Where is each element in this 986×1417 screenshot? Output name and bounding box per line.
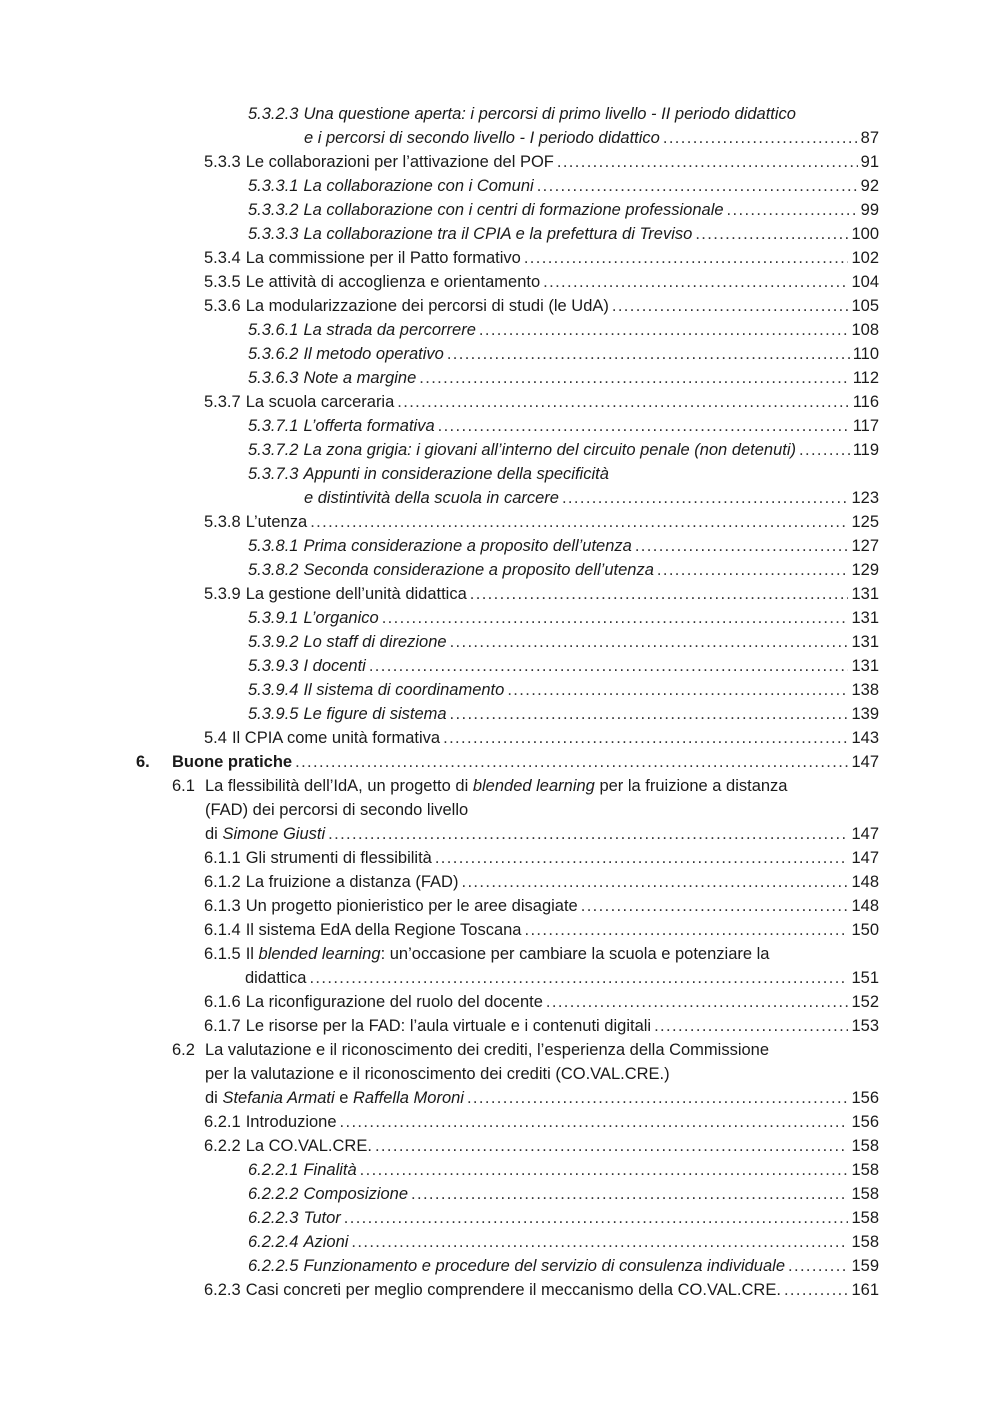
toc-entry-6-2-2-5 (248, 1254, 879, 1278)
toc-page: 112 (852, 369, 879, 387)
toc-entry-6-1-5 (204, 942, 879, 966)
toc-entry-5-3-7 (204, 390, 879, 414)
toc-number: 5.3.8 (204, 513, 241, 531)
toc-title: Appunti in considerazione della specificità (303, 465, 609, 483)
toc-page: 158 (851, 1233, 879, 1251)
toc-number: 6.1.3 (204, 897, 241, 915)
toc-entry-5-3-3 (204, 150, 879, 174)
toc-entry-6-2-2-3 (248, 1206, 879, 1230)
toc-page: 104 (851, 273, 879, 291)
toc-entry-6-1-6 (204, 990, 879, 1014)
dot-leader (581, 894, 849, 918)
toc-number: 6.2.2.4 (248, 1233, 299, 1251)
dot-leader (397, 390, 849, 414)
toc-number: 5.3.8.1 (248, 537, 299, 555)
toc-entry-6-2-2-4 (248, 1230, 879, 1254)
toc-number: 5.3.9.4 (248, 681, 299, 699)
toc-title: L’organico (303, 609, 379, 627)
dot-leader (537, 174, 858, 198)
toc-number: 6.1.6 (204, 993, 241, 1011)
toc-entry-5-3-7-3 (248, 462, 879, 486)
toc-title: Lo staff di direzione (303, 633, 447, 651)
toc-title-part: Il (245, 945, 259, 963)
toc-number: 5.3.9 (204, 585, 241, 603)
toc-title: La riconfigurazione del ruolo del docente (245, 993, 543, 1011)
toc-page: 87 (860, 129, 879, 147)
dot-leader (411, 1182, 848, 1206)
toc-entry-5-3-7-2 (248, 438, 879, 462)
dot-leader (467, 1086, 849, 1110)
toc-title: La valutazione e il riconoscimento dei crediti, l’esperienza della Commissione (205, 1041, 770, 1059)
toc-page: 91 (860, 153, 879, 171)
toc-by: di (205, 825, 223, 843)
toc-page: 148 (851, 897, 879, 915)
toc-number: 6.2.2 (204, 1137, 241, 1155)
toc-title: La zona grigia: i giovani all’interno del circuito penale (non detenuti) (303, 441, 797, 459)
dot-leader (461, 870, 848, 894)
toc-title: Tutor (303, 1209, 341, 1227)
toc-entry-5-3-2-3 (248, 102, 879, 126)
toc-page: 119 (852, 441, 879, 459)
toc-title (205, 774, 787, 798)
toc-entry-5-4 (204, 726, 879, 750)
toc-title: Le collaborazioni per l’attivazione del POF (245, 153, 554, 171)
toc-entry-6-2-2-1 (248, 1158, 879, 1182)
toc-title: La fruizione a distanza (FAD) (245, 873, 459, 891)
toc-title: Finalità (303, 1161, 357, 1179)
dot-leader (695, 222, 848, 246)
toc-page: 147 (851, 849, 879, 867)
toc-entry-6-2-1 (204, 1110, 879, 1134)
toc-page: 159 (851, 1257, 879, 1275)
toc-entry-6-2-3 (204, 1278, 879, 1302)
toc-page: 92 (860, 177, 879, 195)
toc-entry-5-3-6-3 (248, 366, 879, 390)
dot-leader (479, 318, 849, 342)
toc-number: 6.2.2.5 (248, 1257, 299, 1275)
dot-leader (470, 582, 849, 606)
toc-title-continuation: didattica (245, 969, 307, 987)
toc-number: 5.4 (204, 729, 227, 747)
toc-page: 100 (851, 225, 879, 243)
dot-leader (727, 198, 858, 222)
toc-number: 6.2.2.1 (248, 1161, 299, 1179)
toc-title: Un progetto pionieristico per le aree disagiate (245, 897, 578, 915)
dot-leader (360, 1158, 849, 1182)
dot-leader (788, 1254, 848, 1278)
toc-author-line (205, 1086, 464, 1110)
dot-leader (557, 150, 858, 174)
toc-entry-6-1-3 (204, 894, 879, 918)
toc-number: 5.3.7 (204, 393, 241, 411)
toc-page: 99 (860, 201, 879, 219)
toc-page: 117 (852, 417, 879, 435)
toc-page: 158 (851, 1185, 879, 1203)
toc-entry-5-3-9-3 (248, 654, 879, 678)
toc-page: 152 (851, 993, 879, 1011)
toc-entry-6-1-line2 (205, 798, 879, 822)
toc-page: 127 (851, 537, 879, 555)
toc-author: Stefania Armati (222, 1089, 335, 1107)
toc-number: 6. (136, 753, 150, 771)
toc-title: La scuola carceraria (245, 393, 395, 411)
toc-number: 5.3.6.2 (248, 345, 299, 363)
toc-title-continuation: (FAD) dei percorsi di secondo livello (205, 801, 469, 819)
toc-number: 6.1.1 (204, 849, 241, 867)
toc-number: 5.3.3.2 (248, 201, 299, 219)
toc-page: 151 (851, 969, 879, 987)
toc-entry-5-3-3-1 (248, 174, 879, 198)
toc-title: La gestione dell’unità didattica (245, 585, 467, 603)
toc-entry-5-3-7-1 (248, 414, 879, 438)
toc-entry-5-3-3-3 (248, 222, 879, 246)
toc-page: 125 (851, 513, 879, 531)
toc-entry-5-3-9-4 (248, 678, 879, 702)
toc-number: 5.3.3.1 (248, 177, 299, 195)
toc-title-part: per la fruizione a distanza (594, 777, 788, 795)
toc-title-part: La flessibilità dell’IdA, un progetto di (205, 777, 473, 795)
toc-page: 110 (852, 345, 879, 363)
toc-title: Note a margine (303, 369, 417, 387)
toc-title: La collaborazione tra il CPIA e la prefettura di Treviso (303, 225, 693, 243)
toc-title: Prima considerazione a proposito dell’utenza (303, 537, 632, 555)
dot-leader (450, 630, 849, 654)
toc-page: 102 (851, 249, 879, 267)
toc-number: 5.3.6.3 (248, 369, 299, 387)
toc-title: Il CPIA come unità formativa (231, 729, 441, 747)
toc-entry-5-3-9-5 (248, 702, 879, 726)
toc-by: di (205, 1089, 223, 1107)
toc-entry-6-1 (172, 774, 879, 798)
toc-number: 5.3.5 (204, 273, 241, 291)
toc-title-italic: blended learning (258, 945, 381, 963)
dot-leader (612, 294, 849, 318)
toc-author: Raffella Moroni (353, 1089, 464, 1107)
toc-entry-6-1-author (205, 822, 879, 846)
toc-page: 131 (851, 609, 879, 627)
dot-leader (351, 1230, 848, 1254)
toc-entry-5-3-4 (204, 246, 879, 270)
toc-entry-5-3-9-1 (248, 606, 879, 630)
toc-page: 148 (851, 873, 879, 891)
toc-number: 5.3.3 (204, 153, 241, 171)
toc-page: 147 (851, 825, 879, 843)
toc-and: e (334, 1089, 353, 1107)
toc-page: 138 (851, 681, 879, 699)
toc-entry-6-1-7 (204, 1014, 879, 1038)
dot-leader (507, 678, 848, 702)
toc-entry-5-3-2-3-cont (304, 126, 879, 150)
toc-entry-6-1-4 (204, 918, 879, 942)
toc-entry-6-1-2 (204, 870, 879, 894)
dot-leader (309, 966, 848, 990)
dot-leader (328, 822, 848, 846)
toc-title: La collaborazione con i Comuni (303, 177, 534, 195)
toc-entry-5-3-9 (204, 582, 879, 606)
toc-page: 129 (851, 561, 879, 579)
toc-number: 5.3.4 (204, 249, 241, 267)
toc-page: 158 (851, 1209, 879, 1227)
toc-page: 123 (851, 489, 879, 507)
toc-number: 6.2.2.3 (248, 1209, 299, 1227)
toc-title: Composizione (303, 1185, 409, 1203)
toc-entry-5-3-3-2 (248, 198, 879, 222)
toc-number: 5.3.9.2 (248, 633, 299, 651)
toc-chapter-6 (136, 750, 879, 774)
toc-title: La modularizzazione dei percorsi di studi (le UdA) (245, 297, 609, 315)
toc-number: 5.3.7.2 (248, 441, 299, 459)
toc-page: 161 (851, 1281, 879, 1299)
toc-author-line (205, 822, 325, 846)
dot-leader (375, 1134, 849, 1158)
toc-number: 5.3.9.1 (248, 609, 299, 627)
toc-entry-6-2 (172, 1038, 879, 1062)
toc-number: 6.2.1 (204, 1113, 241, 1131)
toc-title: La commissione per il Patto formativo (245, 249, 521, 267)
toc-entry-5-3-6-2 (248, 342, 879, 366)
dot-leader (435, 846, 849, 870)
toc-page: 147 (851, 753, 879, 771)
toc-entry-6-2-authors (205, 1086, 879, 1110)
toc-title: I docenti (303, 657, 366, 675)
toc-entry-6-2-line2 (205, 1062, 879, 1086)
dot-leader (340, 1110, 849, 1134)
dot-leader (382, 606, 849, 630)
toc-page: 105 (851, 297, 879, 315)
toc-number: 6.1.2 (204, 873, 241, 891)
toc-number: 6.2.3 (204, 1281, 241, 1299)
toc-page: 158 (851, 1137, 879, 1155)
dot-leader (419, 366, 849, 390)
dot-leader (438, 414, 850, 438)
toc-number: 5.3.2.3 (248, 105, 299, 123)
dot-leader (369, 654, 849, 678)
toc-entry-6-1-1 (204, 846, 879, 870)
toc-author: Simone Giusti (222, 825, 326, 843)
toc-page: 150 (851, 921, 879, 939)
toc-page: 153 (851, 1017, 879, 1035)
toc-title: Le attività di accoglienza e orientamento (245, 273, 541, 291)
toc-title: La strada da percorrere (303, 321, 476, 339)
toc-page: 116 (852, 393, 879, 411)
toc-number: 5.3.9.5 (248, 705, 299, 723)
toc-title-continuation: e distintività della scuola in carcere (304, 489, 559, 507)
toc-title: L’offerta formativa (303, 417, 435, 435)
toc-entry-5-3-6 (204, 294, 879, 318)
toc-page: 131 (851, 633, 879, 651)
toc-title: Gli strumenti di flessibilità (245, 849, 432, 867)
dot-leader (310, 510, 848, 534)
toc-number: 5.3.8.2 (248, 561, 299, 579)
toc-number: 6.2.2.2 (248, 1185, 299, 1203)
toc-page: 143 (851, 729, 879, 747)
toc-entry-6-1-5-cont (245, 966, 879, 990)
toc-title: Il metodo operativo (303, 345, 444, 363)
toc-page: 131 (851, 657, 879, 675)
toc-title (246, 942, 770, 966)
toc-entry-5-3-5 (204, 270, 879, 294)
dot-leader (562, 486, 849, 510)
toc-title: Una questione aperta: i percorsi di primo livello - II periodo didattico (303, 105, 796, 123)
toc-title: Il sistema EdA della Regione Toscana (245, 921, 522, 939)
toc-page: 139 (851, 705, 879, 723)
toc-number: 5.3.9.3 (248, 657, 299, 675)
toc-page: 156 (851, 1113, 879, 1131)
toc-page: 108 (851, 321, 879, 339)
toc-title: Le figure di sistema (303, 705, 447, 723)
toc-page: 131 (851, 585, 879, 603)
toc-title: La CO.VAL.CRE. (245, 1137, 372, 1155)
toc-number: 6.1 (172, 777, 195, 795)
toc-title: Azioni (303, 1233, 349, 1251)
toc-title: Buone pratiche (172, 753, 293, 771)
dot-leader (657, 558, 849, 582)
toc-title-continuation: per la valutazione e il riconoscimento dei crediti (CO.VAL.CRE.) (205, 1065, 670, 1083)
dot-leader (443, 726, 848, 750)
toc-title-continuation: e i percorsi di secondo livello - I periodo didattico (304, 129, 660, 147)
toc-number: 6.1.5 (204, 945, 241, 963)
dot-leader (663, 126, 858, 150)
dot-leader (784, 1278, 849, 1302)
toc-entry-5-3-7-3-cont (304, 486, 879, 510)
toc-page: 156 (851, 1089, 879, 1107)
toc-number: 5.3.7.1 (248, 417, 299, 435)
toc-entry-5-3-8-2 (248, 558, 879, 582)
toc-title-italic: blended learning (472, 777, 595, 795)
toc-title: Le risorse per la FAD: l’aula virtuale e i contenuti digitali (245, 1017, 652, 1035)
toc-number: 6.2 (172, 1041, 195, 1059)
dot-leader (635, 534, 849, 558)
dot-leader (654, 1014, 848, 1038)
toc-title-part: : un’occasione per cambiare la scuola e potenziare la (380, 945, 770, 963)
toc-number: 5.3.6 (204, 297, 241, 315)
dot-leader (344, 1206, 849, 1230)
toc-entry-6-2-2-2 (248, 1182, 879, 1206)
toc-entry-6-2-2 (204, 1134, 879, 1158)
toc-entry-5-3-8-1 (248, 534, 879, 558)
toc-entry-5-3-6-1 (248, 318, 879, 342)
toc-entry-5-3-9-2 (248, 630, 879, 654)
toc-title: Il sistema di coordinamento (303, 681, 505, 699)
dot-leader (543, 270, 848, 294)
toc-number: 5.3.7.3 (248, 465, 299, 483)
toc-number: 6.1.7 (204, 1017, 241, 1035)
toc-number: 5.3.3.3 (248, 225, 299, 243)
dot-leader (524, 918, 848, 942)
toc-page: 158 (851, 1161, 879, 1179)
toc-title: L’utenza (245, 513, 308, 531)
toc-title: Seconda considerazione a proposito dell’utenza (303, 561, 654, 579)
toc-title: Introduzione (245, 1113, 337, 1131)
dot-leader (799, 438, 850, 462)
dot-leader (447, 342, 850, 366)
toc-title: Casi concreti per meglio comprendere il meccanismo della CO.VAL.CRE. (245, 1281, 781, 1299)
toc-entry-5-3-8 (204, 510, 879, 534)
dot-leader (546, 990, 849, 1014)
dot-leader (450, 702, 849, 726)
toc-number: 5.3.6.1 (248, 321, 299, 339)
toc-title: La collaborazione con i centri di formazione professionale (303, 201, 724, 219)
dot-leader (524, 246, 849, 270)
dot-leader (295, 750, 848, 774)
toc-number: 6.1.4 (204, 921, 241, 939)
toc-title: Funzionamento e procedure del servizio di consulenza individuale (303, 1257, 786, 1275)
